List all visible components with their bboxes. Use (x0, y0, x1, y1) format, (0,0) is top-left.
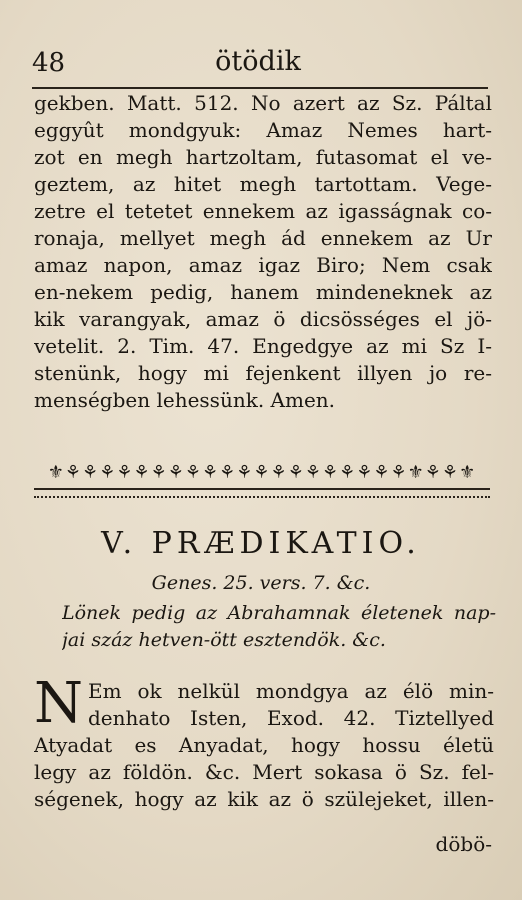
text-line: Em ok nelkül mondgya az élö min- (88, 679, 494, 703)
text-line: ségenek, hogy az kik az ö szülejeket, illen- (34, 787, 494, 811)
page-header (30, 44, 486, 84)
text-line: eggyût mondgyuk: Amaz Nemes hart- (34, 118, 492, 142)
sermon-body (34, 671, 494, 813)
scripture-quote (62, 600, 496, 654)
text-line: amaz napon, amaz igaz Biro; Nem csak (34, 253, 492, 277)
ornament-rule (34, 488, 490, 498)
text-line: menségben lehessünk. Amen. (34, 388, 336, 412)
drop-cap: N (34, 671, 83, 736)
text-line: en-nekem pedig, hanem mindeneknek az (34, 280, 492, 304)
header-rule (32, 87, 488, 89)
text-line: denhato Isten, Exod. 42. Tiztellyed (88, 706, 494, 730)
text-line: zetre el tetetet ennekem az igasságnak co- (34, 199, 492, 223)
text-line: legy az földön. &c. Mert sokasa ö Sz. fel- (34, 760, 494, 784)
text-line: zot en megh hartzoltam, futasomat el ve- (34, 145, 492, 169)
text-line: vetelit. 2. Tim. 47. Engedgye az mi Sz I- (34, 334, 492, 358)
text-line: ronaja, mellyet megh ád ennekem az Ur (34, 226, 492, 250)
text-line: gekben. Matt. 512. No azert az Sz. Páltal (34, 91, 492, 115)
scripture-reference: Genes. 25. vers. 7. &c. (151, 572, 371, 594)
catchword: döbö- (435, 832, 492, 856)
quote-line: jai száz hetven-ött esztendök. &c. (62, 629, 386, 651)
text-line: stenünk, hogy mi fejenkent illyen jo re- (34, 361, 492, 385)
running-head: ötödik (215, 46, 301, 77)
page-number: 48 (32, 48, 66, 78)
continuation-text (34, 90, 492, 414)
sermon-title: V. PRÆDIKATIO. (101, 526, 421, 561)
text-line: Atyadat es Anyadat, hogy hossu életü (34, 733, 494, 757)
text-line: geztem, az hitet megh tartottam. Vege- (34, 172, 492, 196)
quote-line: Lönek pedig az Abrahamnak életenek nap- (62, 602, 496, 624)
fleuron-ornament-row: ⚜⚘⚘⚘⚘⚘⚘⚘⚘⚘⚘⚘⚘⚘⚘⚘⚘⚘⚘⚘⚘⚜⚘⚘⚜ (47, 462, 477, 482)
text-line: kik varangyak, amaz ö dicsösséges el jö- (34, 307, 492, 331)
